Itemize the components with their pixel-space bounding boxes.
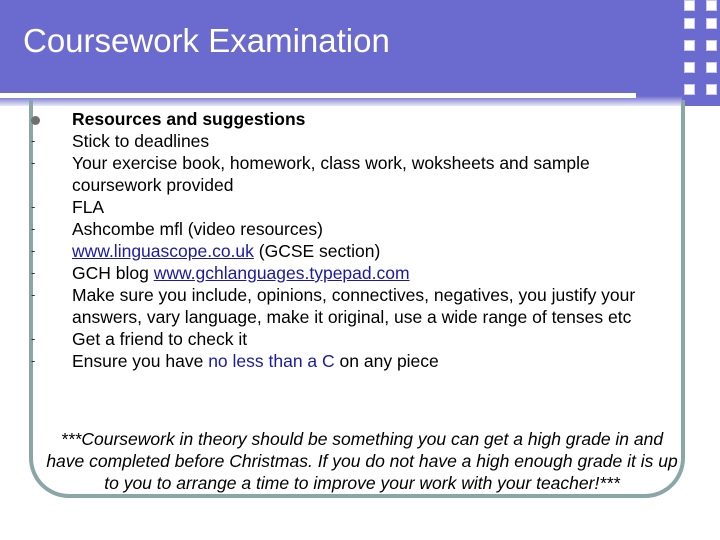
list-item (28, 152, 678, 196)
dash-icon: - (31, 221, 36, 236)
dash-icon: - (31, 243, 36, 258)
list-item-text: on any piece (334, 351, 439, 371)
list-item (28, 240, 678, 262)
dash-icon: - (31, 199, 36, 214)
dash-icon: - (31, 331, 36, 346)
bullet-list (28, 108, 678, 372)
list-item-text: GCH blog (72, 263, 154, 283)
list-heading (28, 108, 678, 130)
list-item-text: Ashcombe mfl (video resources) (72, 219, 323, 239)
heading-text: Resources and suggestions (72, 109, 306, 129)
decorative-square-icon (706, 62, 717, 73)
list-item-text: Ensure you have (72, 351, 209, 371)
slide-title: Coursework Examination (23, 22, 390, 59)
decorative-square-icon (684, 0, 695, 11)
list-item-text: FLA (72, 197, 105, 217)
list-item (28, 262, 678, 284)
coursework-note: ***Coursework in theory should be something you can get a high grade in and have completed before Christmas. If you do not have a high enough grade it is up to you to arrange a time to improve your work with your teacher!*** (46, 429, 678, 493)
list-item-text: Make sure you include, opinions, connectives, negatives, you justify your answers, vary language, make it original, use a wide range of tenses etc (72, 285, 636, 327)
list-item-text: Get a friend to check it (72, 329, 248, 349)
dash-icon: - (31, 287, 36, 302)
decorative-square-icon (706, 0, 717, 11)
dash-icon: - (31, 155, 36, 170)
list-item (28, 130, 678, 152)
list-item (28, 196, 678, 218)
list-item (28, 328, 678, 350)
decorative-square-icon (684, 62, 695, 73)
decorative-square-icon (706, 84, 717, 95)
list-item (28, 218, 678, 240)
list-item-text: Stick to deadlines (72, 131, 210, 151)
decorative-square-icon (706, 18, 717, 29)
list-item-text: (GCSE section) (253, 241, 381, 261)
bullet-dot-icon (31, 108, 51, 130)
decorative-square-icon (684, 84, 695, 95)
list-item (28, 350, 678, 372)
dash-icon: - (31, 133, 36, 148)
gch-blog-link[interactable]: www.gchlanguages.typepad.com (153, 263, 410, 283)
highlight-text: no less than a C (208, 351, 335, 371)
dash-icon: - (31, 265, 36, 280)
decorative-square-icon (706, 40, 717, 51)
decorative-square-icon (684, 40, 695, 51)
list-item-text: Your exercise book, homework, class work, woksheets and sample coursework provided (72, 153, 590, 195)
dash-icon: - (31, 353, 36, 368)
list-item (28, 284, 678, 328)
decorative-square-icon (684, 18, 695, 29)
linguascope-link[interactable]: www.linguascope.co.uk (72, 241, 254, 261)
header-underline (0, 93, 636, 98)
